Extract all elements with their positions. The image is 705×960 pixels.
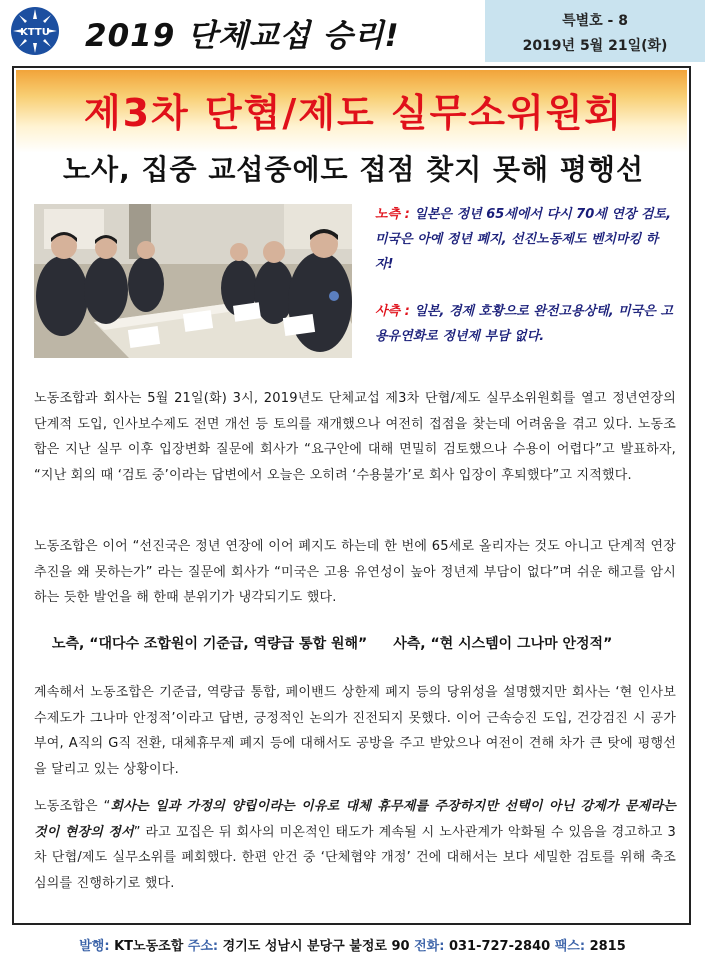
publisher-fax: 2815 [589, 939, 626, 954]
publisher-phone: 031-727-2840 [448, 939, 551, 954]
body-paragraph-4 [34, 794, 676, 896]
issue-number: 특별호 - 8 [562, 13, 628, 29]
article-frame [12, 66, 691, 925]
issue-date: 2019년 5월 21일(화) [522, 38, 668, 54]
subheading-company: 사측, “현 시스템이 그나마 안정적” [393, 636, 613, 652]
newsletter-header [0, 0, 705, 62]
logo-text: KTTU [20, 27, 50, 38]
publisher-address: 경기도 성남시 분당구 불정로 90 [222, 939, 410, 954]
phone-label: 전화: [414, 939, 445, 954]
publisher-name: KT노동조합 [114, 939, 184, 954]
meeting-photo [34, 204, 352, 358]
company-quote-speaker: 사측 : [375, 304, 415, 319]
body-paragraph-1: 노동조합과 회사는 5월 21일(화) 3시, 2019년도 단체교섭 제3차 단협/제도 실무소위원회를 열고 정년연장의 단계적 도입, 인사보수제도 전면 개선 등 토의를 재개했으나 여전히 접점을 찾는데 어려움을 겪고 있다. 노동조합은 지난 실무 이후 입장변화 질문에 회사가 “요구안에 대해 면밀히 검토했으나 수용이 어렵다”고 발표하자, “지난 회의 때 ‘검토 중’이라는 답변에서 오늘은 오히려 ‘수용불가’로 회사 입장이 후퇴했다”고 지적했다. [34, 391, 676, 483]
article-headline: 제3차 단협/제도 실무소위원회 [83, 91, 624, 135]
company-quote-text: 일본, 경제 호황으로 완전고용상태, 미국은 고용유연화로 정년제 부담 없다. [375, 304, 673, 344]
publisher-footer [0, 935, 705, 954]
fax-label: 팩스: [554, 939, 586, 954]
company-quote [375, 299, 675, 349]
body-paragraph-2: 노동조합은 이어 “선진국은 정년 연장에 이어 폐지도 하는데 한 번에 65세로 올리자는 것도 아니고 단계적 연장 추진을 왜 못하는가” 라는 질문에 회사가 “미국은 고용 유연성이 높아 정년제 부담이 없다”며 쉬운 해고를 암시하는 듯한 발언을 해 한때 분위기가 냉각되기도 했다. [34, 539, 676, 605]
body-paragraph-3: 계속해서 노동조합은 기준급, 역량급 통합, 페이밴드 상한제 폐지 등의 당위성을 설명했지만 회사는 ‘현 인사보수제도가 그나마 안정적’이라고 답변, 긍정적인 논의가 진전되지 못했다. 이어 근속승진 도입, 건강검진 시 공가 부여, A직의 G직 전환, 대체휴무제 폐지 등에 대해서도 공방을 주고 받았으나 여전이 견해 차가 큰 탓에 평행선을 달리고 있는 상황이다. [34, 685, 676, 777]
newsletter-title: 2019 단체교섭 승리! [85, 18, 400, 54]
para4-lead: 노동조합은 “ [34, 799, 111, 814]
section-subheading [52, 633, 672, 653]
kttu-logo-icon [10, 6, 60, 56]
para4-emphasis: 회사는 일과 가정의 양립이라는 이유로 대체 휴무제를 주장하지만 선택이 아닌 강제가 문제라는 것이 현장의 정서 [34, 799, 676, 840]
union-quote-text: 일본은 정년 65세에서 다시 70세 연장 검토, 미국은 아예 정년 폐지, 선진노동제도 벤치마킹 하자! [375, 207, 672, 272]
publisher-label: 발행: [79, 939, 110, 954]
article-subheadline: 노사, 집중 교섭중에도 접점 찾지 못해 평행선 [63, 153, 644, 186]
issue-info-box [485, 0, 705, 62]
union-quote-speaker: 노측 : [375, 207, 415, 222]
subheading-union: 노측, “대다수 조합원이 기준급, 역량급 통합 원해” [52, 636, 368, 652]
union-quote [375, 202, 675, 277]
para4-rest: ” 라고 꼬집은 뒤 회사의 미온적인 태도가 계속될 시 노사관계가 악화될 수 있음을 경고하고 3차 단협/제도 실무소위를 폐회했다. 한편 안건 중 ‘단체협약 개정’ 건에 대해서는 보다 세밀한 검토를 위해 축조심의를 진행하기로 했다. [34, 824, 676, 891]
address-label: 주소: [187, 939, 219, 954]
negotiation-quotes [375, 202, 675, 349]
